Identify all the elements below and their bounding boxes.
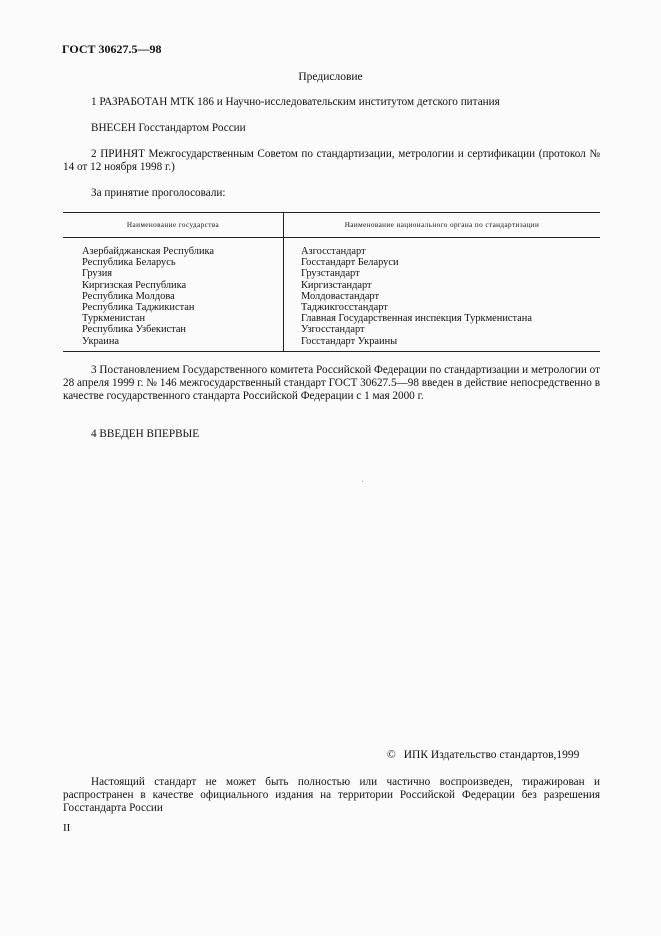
state-name: Республика Беларусь xyxy=(82,257,176,269)
copyright-line xyxy=(387,749,579,761)
state-name: Республика Узбекистан xyxy=(82,324,186,336)
national-body-name: Киргизстандарт xyxy=(301,279,372,291)
state-name: Республика Молдова xyxy=(82,290,175,302)
document-code: ГОСТ 30627.5—98 xyxy=(62,42,162,56)
copyright-text: ИПК Издательство стандартов,1999 xyxy=(403,749,580,761)
state-name: Республика Таджикистан xyxy=(82,302,195,314)
state-name: Киргизская Республика xyxy=(82,279,187,291)
national-body-name: Госстандарт Украины xyxy=(301,335,398,347)
national-body-name: Молдовастандарт xyxy=(301,290,380,302)
page-title: Предисловие xyxy=(298,71,363,83)
national-body-name: Таджикгосстандарт xyxy=(301,302,388,314)
state-name: Туркменистан xyxy=(82,313,146,325)
paragraph-first-introduced: 4 ВВЕДЕН ВПЕРВЫЕ xyxy=(91,428,200,440)
paragraph-introduced: ВНЕСЕН Госстандартом России xyxy=(91,122,246,134)
state-name: Грузия xyxy=(82,268,113,280)
state-name: Азербайджанская Республика xyxy=(82,246,215,257)
voting-table xyxy=(63,212,600,352)
national-body-name: Азгосстандарт xyxy=(301,246,366,257)
national-body-name: Госстандарт Беларуси xyxy=(301,257,399,269)
national-body-name: Узгосстандарт xyxy=(301,324,365,336)
national-bodies-cell xyxy=(284,238,601,352)
state-name: Украина xyxy=(82,335,120,347)
page-number: II xyxy=(63,822,71,834)
national-body-name: Главная Государственная инспекция Туркменистана xyxy=(301,313,532,325)
states-cell xyxy=(63,238,284,352)
paragraph-developed: 1 РАЗРАБОТАН МТК 186 и Научно-исследовательским институтом детского питания xyxy=(91,96,500,108)
reproduction-notice: Настоящий стандарт не может быть полностью или частично воспроизведен, тиражирован и распространен в качестве официального издания на территории Российской Федерации без разрешения Госстандарта России xyxy=(63,776,600,815)
paragraph-adopted: 2 ПРИНЯТ Межгосударственным Советом по стандартизации, метрологии и сертификации (протокол № 14 от 12 ноября 1998 г.) xyxy=(63,148,600,174)
column-header-state: Наименование государства xyxy=(63,213,284,238)
national-body-name: Грузстандарт xyxy=(301,268,360,280)
copyright-symbol: © xyxy=(387,749,396,761)
column-header-national-body: Наименование национального органа по стандартизации xyxy=(284,213,601,238)
paragraph-voted: За принятие проголосовали: xyxy=(91,187,226,199)
paragraph-enacted: 3 Постановлением Государственного комитета Российской Федерации по стандартизации и метрологии от 28 апреля 1999 г. № 146 межгосударственный стандарт ГОСТ 30627.5—98 введен в действие непосредственно в качестве государственного стандарта Российской Федерации с 1 мая 2000 г. xyxy=(63,364,600,403)
scan-speck xyxy=(362,481,363,482)
